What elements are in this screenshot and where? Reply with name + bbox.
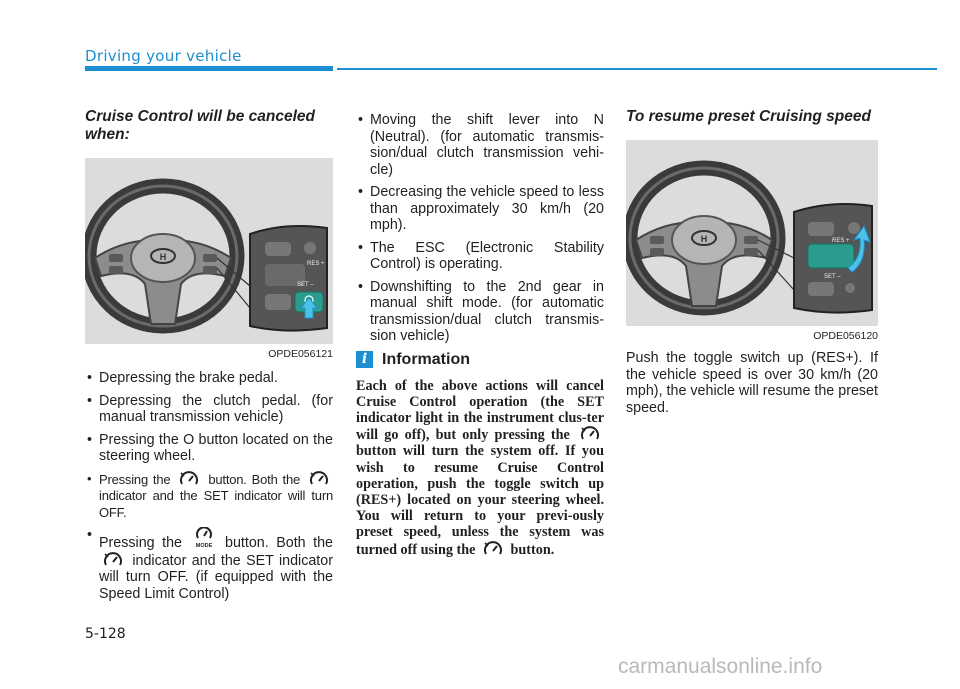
list-item: • Moving the shift lever into N (Neutral). (for automatic transmis-sion/dual clutch transmission vehi-cle) (356, 112, 604, 178)
steering-wheel-figure-resume (626, 140, 878, 326)
list-item: • Depressing the brake pedal. (85, 370, 333, 387)
info-text-part: button will turn the system off. If you wish to resume Cruise Control operation, push the toggle switch up (RES+) located on your steering wheel. You will return to your previ-ously preset speed, unless the system was turned off using the (356, 443, 604, 558)
steering-wheel-illustration (626, 140, 878, 326)
list-item: • Depressing the clutch pedal. (for manual transmission vehicle) (85, 393, 333, 426)
bullet-text: indicator and the SET indicator will turn OFF. (if equipped with the Speed Limit Control) (99, 552, 333, 602)
info-text-part: Each of the above actions will cancel Cruise Control operation (the SET indicator light in the instrument clus-ter will go off), but only pressing the (356, 377, 604, 444)
cruise-icon (308, 471, 330, 487)
resume-heading: To resume preset Cruising speed (626, 108, 871, 125)
page-number: 5-128 (85, 626, 126, 642)
column-1 (85, 108, 333, 608)
resume-paragraph: Push the toggle switch up (RES+). If the vehicle speed is over 30 km/h (20 mph), the vehicle will resume the preset speed. (626, 350, 878, 416)
figure-code-2: OPDE056120 (813, 330, 878, 342)
figure-code-1: OPDE056121 (268, 348, 333, 360)
svg-text:H: H (159, 252, 167, 262)
cruise-icon (178, 471, 200, 487)
column-3 (626, 108, 878, 416)
list-item (85, 471, 333, 522)
cruise-mode-icon (193, 527, 215, 549)
steering-wheel-illustration (85, 158, 333, 344)
set-label-2: SET – (824, 274, 841, 280)
steering-wheel-figure-cancel (85, 158, 333, 344)
bullet-text: Pressing the (99, 535, 182, 551)
mode-label: MODE (195, 543, 212, 549)
info-text-part: button. (510, 541, 555, 558)
cruise-icon (102, 552, 124, 568)
bullet-text: indicator and the SET indicator will turn OFF. (99, 488, 333, 520)
information-title: Information (382, 350, 470, 368)
bullet-text: button. Both the (225, 535, 333, 551)
cruise-icon (482, 541, 504, 557)
info-icon: i (356, 351, 373, 368)
svg-text:H: H (700, 234, 708, 244)
column-2 (356, 112, 604, 558)
header-rule-thin (337, 68, 937, 70)
res-label-1: RES + (307, 261, 325, 267)
watermark: carmanualsonline.info (618, 655, 823, 678)
bullet-text: Pressing the (99, 471, 171, 487)
list-item: • Decreasing the vehicle speed to less than approximately 30 km/h (20 mph). (356, 184, 604, 234)
cancel-heading: Cruise Control will be canceled when: (85, 108, 315, 143)
list-item: • The ESC (Electronic Stability Control) is operating. (356, 240, 604, 273)
bullet-text: button. Both the (208, 471, 301, 487)
list-item: • Pressing the O button located on the steering wheel. (85, 432, 333, 465)
cancel-conditions-list-2 (356, 112, 604, 345)
information-header (356, 351, 604, 369)
information-text (356, 378, 604, 558)
header-rule-thick (85, 66, 333, 71)
res-label-2: RES + (832, 238, 850, 244)
cruise-icon (579, 426, 601, 442)
set-label-1: SET – (297, 282, 314, 288)
section-title: Driving your vehicle (85, 47, 242, 65)
list-item (85, 527, 333, 602)
list-item: • Downshifting to the 2nd gear in manual shift mode. (for automatic transmission/dual clutch transmis-sion vehicle) (356, 279, 604, 345)
cancel-conditions-list-1 (85, 370, 333, 602)
